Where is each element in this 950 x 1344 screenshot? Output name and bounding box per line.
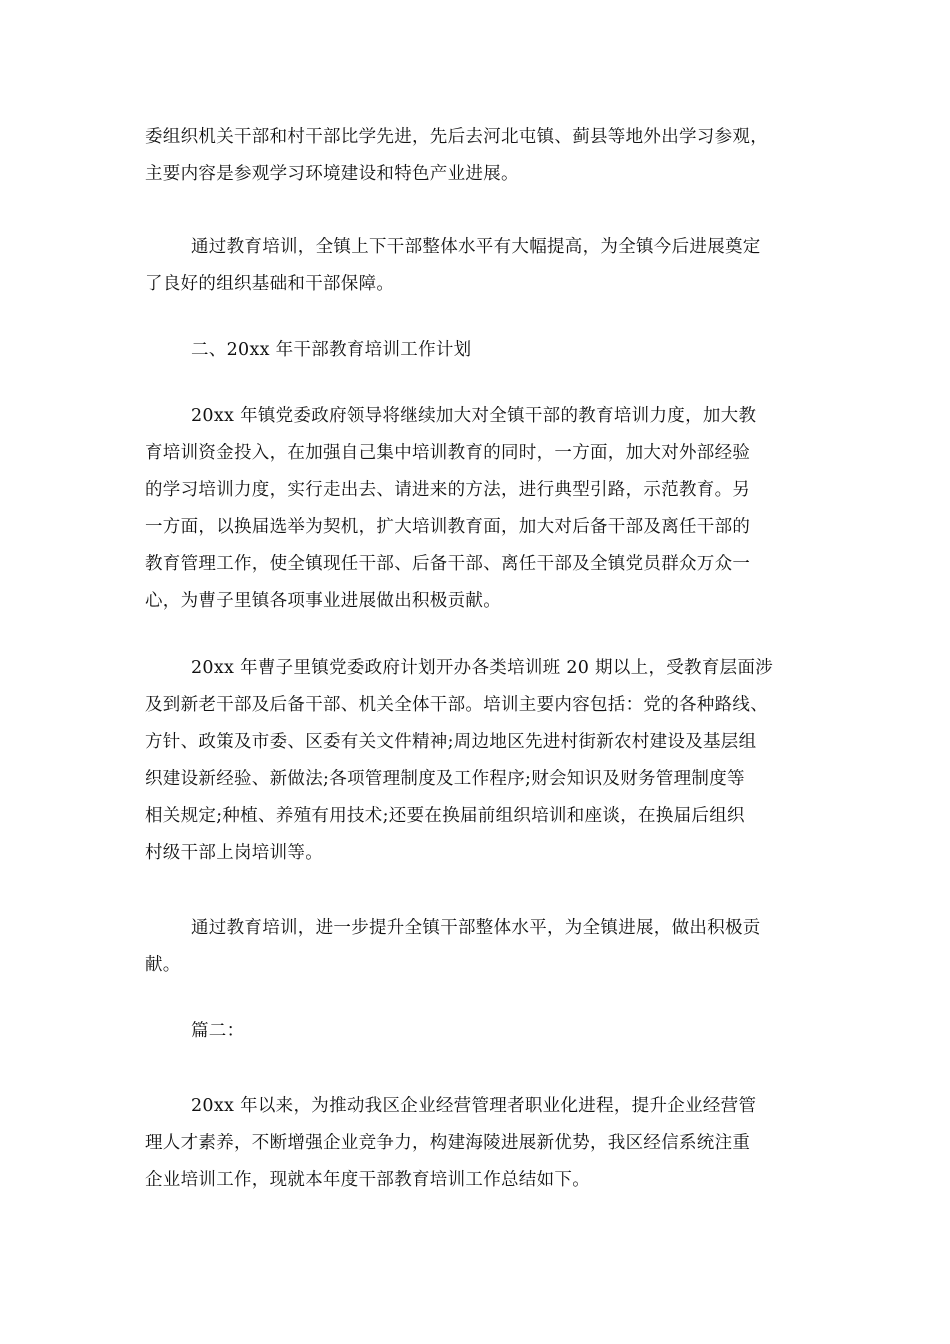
section-heading (145, 332, 805, 369)
text-line: 育培训资金投入，在加强自己集中培训教育的同时，一方面，加大对外部经验 (145, 443, 751, 463)
paragraph-training-classes (145, 650, 805, 872)
text-line: 心，为曹子里镇各项事业进展做出积极贡献。 (145, 591, 501, 611)
text-line: 理人才素养，不断增强企业竞争力，构建海陵进展新优势，我区经信系统注重 (145, 1133, 751, 1153)
paragraph-plan (145, 398, 805, 620)
text-line: 村级干部上岗培训等。 (145, 843, 323, 863)
text-line: 方针、政策及市委、区委有关文件精神;周边地区先进村街新农村建设及基层组 (145, 732, 757, 752)
paragraph-study-tour (145, 119, 805, 193)
text-line: 织建设新经验、新做法;各项管理制度及工作程序;财会知识及财务管理制度等 (145, 769, 745, 789)
text-line: 一方面，以换届选举为契机，扩大培训教育面，加大对后备干部及离任干部的 (145, 517, 751, 537)
text-line: 的学习培训力度，实行走出去、请进来的方法，进行典型引路，示范教育。另 (145, 480, 751, 500)
text-line: 20xx 年曹子里镇党委政府计划开办各类培训班 20 期以上，受教育层面涉 (191, 658, 774, 678)
text-line: 教育管理工作，使全镇现任干部、后备干部、离任干部及全镇党员群众万众一 (145, 554, 751, 574)
text-line: 20xx 年镇党委政府领导将继续加大对全镇干部的教育培训力度，加大教 (191, 406, 757, 426)
text-line: 通过教育培训，全镇上下干部整体水平有大幅提高，为全镇今后进展奠定 (191, 237, 761, 257)
text-line: 20xx 年以来，为推动我区企业经营管理者职业化进程，提升企业经营管 (191, 1096, 757, 1116)
text-line: 委组织机关干部和村干部比学先进，先后去河北屯镇、蓟县等地外出学习参观， (145, 127, 768, 147)
text-line: 献。 (145, 955, 181, 975)
text-line: 二、20xx 年干部教育培训工作计划 (191, 340, 472, 360)
text-line: 相关规定;种植、养殖有用技术;还要在换届前组织培训和座谈，在换届后组织 (145, 806, 745, 826)
section-label-part-two (145, 1013, 805, 1050)
text-line: 主要内容是参观学习环境建设和特色产业进展。 (145, 164, 519, 184)
paragraph-improvement (145, 910, 805, 984)
text-line: 及到新老干部及后备干部、机关全体干部。培训主要内容包括：党的各种路线、 (145, 695, 768, 715)
paragraph-enterprise-training (145, 1088, 805, 1199)
text-line: 企业培训工作，现就本年度干部教育培训工作总结如下。 (145, 1170, 590, 1190)
text-line: 了良好的组织基础和干部保障。 (145, 274, 395, 294)
paragraph-training-result (145, 229, 805, 303)
text-line: 篇二： (191, 1021, 245, 1041)
text-line: 通过教育培训，进一步提升全镇干部整体水平，为全镇进展，做出积极贡 (191, 918, 761, 938)
